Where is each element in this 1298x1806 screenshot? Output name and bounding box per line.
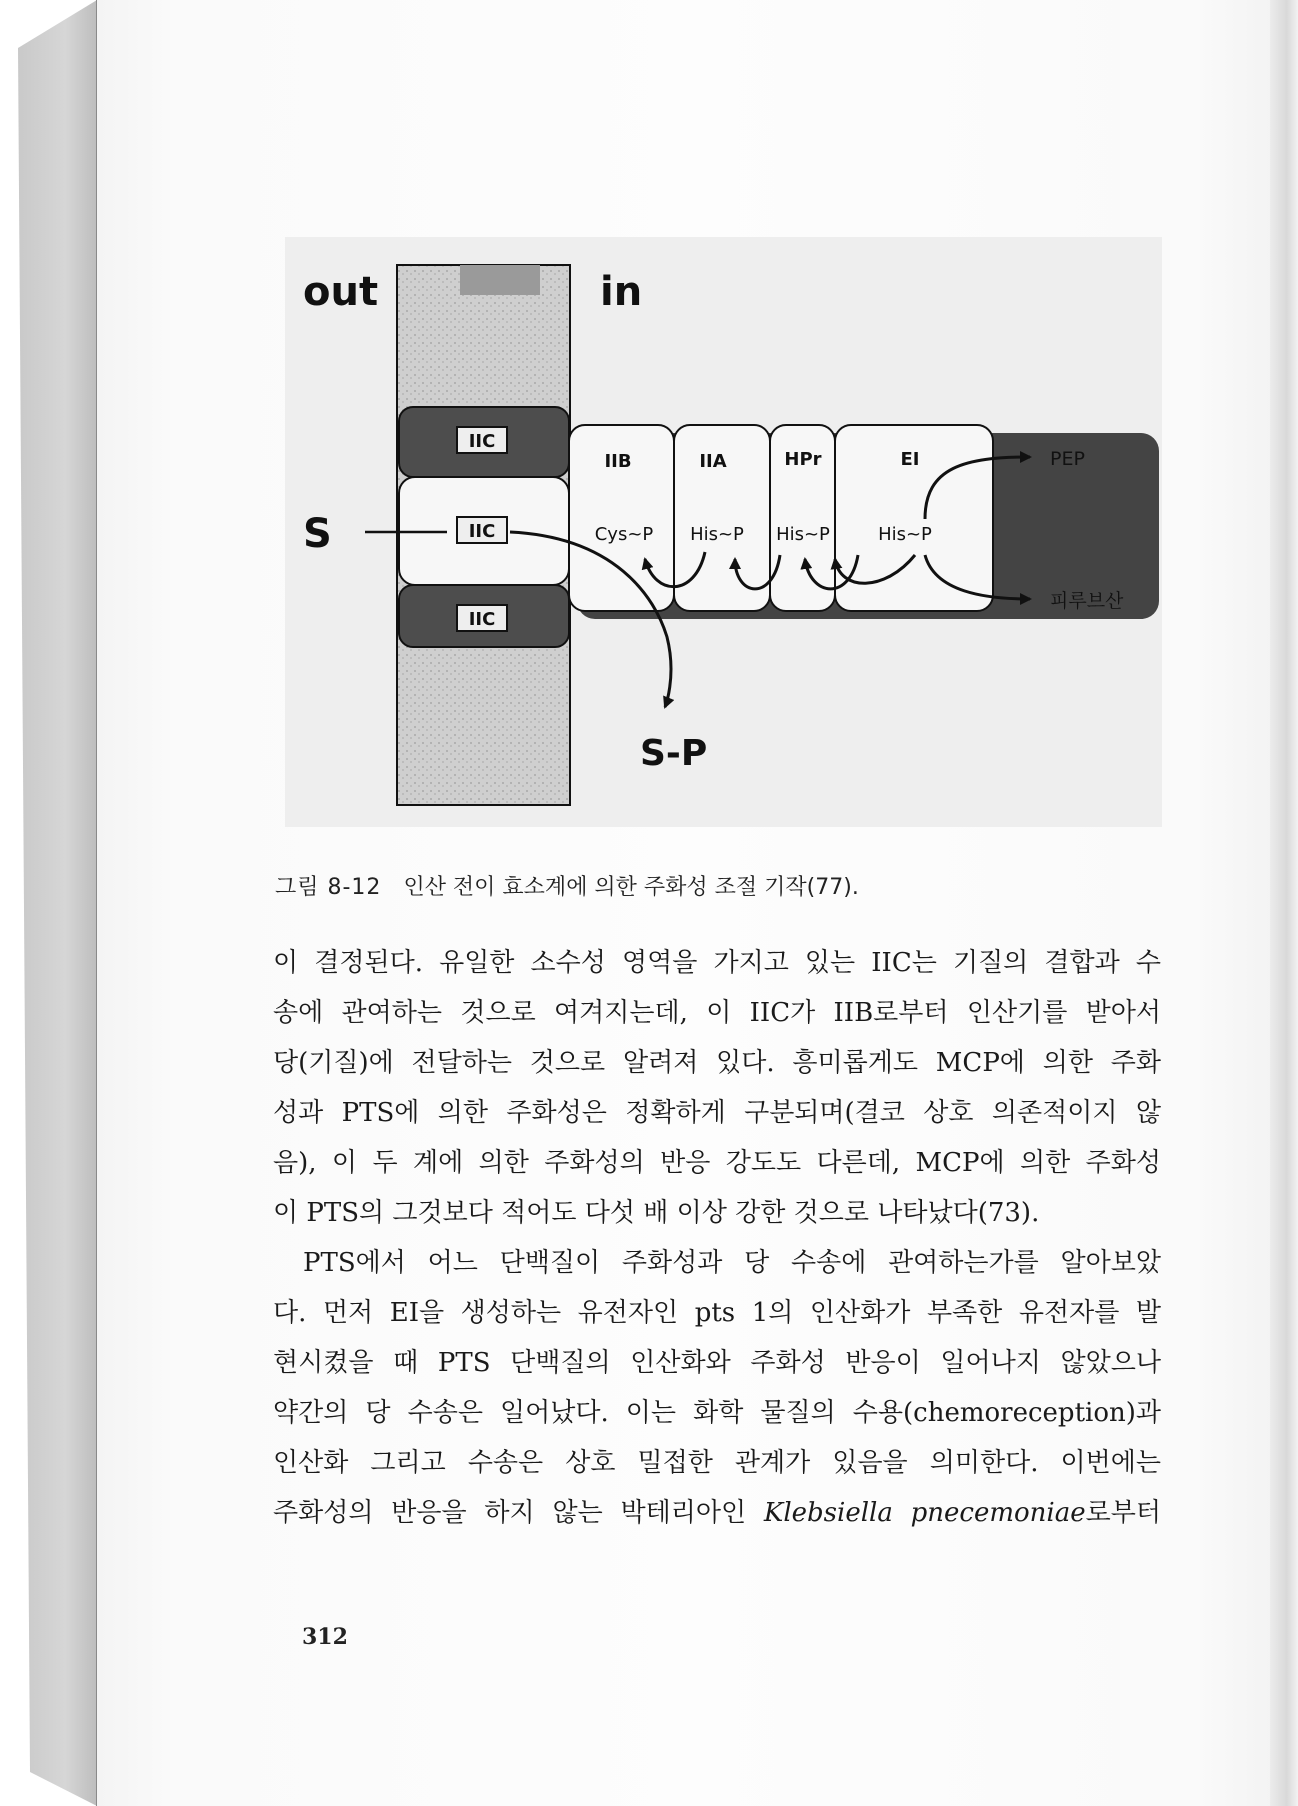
- species-name: Klebsiella pnecemoniae: [763, 1498, 1086, 1528]
- iic-bottom-label: IIC: [468, 609, 496, 630]
- iib-site: Cys~P: [594, 524, 654, 545]
- figure-caption: [275, 870, 859, 901]
- hpr-title: HPr: [784, 449, 822, 470]
- text-line: 현시켰을 때 PTS 단백질의 인산화와 주화성 반응이 일어나지 않았으나: [273, 1348, 1161, 1378]
- caption-number: 그림 8-12: [275, 875, 382, 900]
- text-line: 인산화 그리고 수송은 상호 밀접한 관계가 있음을 의미한다. 이번에는: [273, 1448, 1161, 1478]
- text-line: 약간의 당 수송은 일어났다. 이는 화학 물질의 수용(chemoreception)과: [273, 1398, 1161, 1428]
- iib-title: IIB: [604, 451, 632, 472]
- ei-title: EI: [900, 449, 920, 470]
- ei-site: His~P: [878, 524, 932, 545]
- pts-diagram: [285, 237, 1162, 827]
- text-line: PTS에서 어느 단백질이 주화성과 당 수송에 관여하는가를 알아보았: [303, 1248, 1161, 1278]
- text-line-suffix: 로부터: [1085, 1498, 1161, 1528]
- text-line: 송에 관여하는 것으로 여겨지는데, 이 IIC가 IIB로부터 인산기를 받아서: [273, 998, 1161, 1028]
- text-line-last: [273, 1488, 1161, 1538]
- text-line: 음), 이 두 계에 의한 주화성의 반응 강도도 다른데, MCP에 의한 주화성: [273, 1148, 1161, 1178]
- page-number: 312: [302, 1624, 348, 1650]
- iic-mid-label: IIC: [468, 521, 496, 542]
- iic-top-label: IIC: [468, 431, 496, 452]
- pyruvate-label: 피루브산: [1050, 590, 1124, 612]
- text-line: 이 결정된다. 유일한 소수성 영역을 가지고 있는 IIC는 기질의 결합과 수: [273, 948, 1161, 978]
- product-label: S-P: [640, 733, 708, 774]
- membrane-dark-top: [460, 265, 540, 295]
- iia-site: His~P: [690, 524, 744, 545]
- caption-text: 인산 전이 효소계에 의한 주화성 조절 기작(77).: [403, 875, 859, 900]
- text-line: 당(기질)에 전달하는 것으로 알려져 있다. 흥미롭게도 MCP에 의한 주화: [273, 1048, 1161, 1078]
- out-label: out: [303, 269, 379, 315]
- hpr-site: His~P: [776, 524, 830, 545]
- text-line: 다. 먼저 EI을 생성하는 유전자인 pts 1의 인산화가 부족한 유전자를 발: [273, 1298, 1161, 1328]
- pep-label: PEP: [1050, 448, 1085, 470]
- text-line-prefix: 주화성의 반응을 하지 않는 박테리아인: [273, 1498, 764, 1528]
- iia-title: IIA: [699, 451, 727, 472]
- in-label: in: [600, 269, 643, 315]
- substrate-label: S: [303, 511, 332, 557]
- page-edge: [1270, 0, 1298, 1806]
- body-text: [273, 938, 1161, 1538]
- text-line: 이 PTS의 그것보다 적어도 다섯 배 이상 강한 것으로 나타났다(73).: [273, 1198, 1040, 1228]
- text-line: 성과 PTS에 의한 주화성은 정확하게 구분되며(결코 상호 의존적이지 않: [273, 1098, 1161, 1128]
